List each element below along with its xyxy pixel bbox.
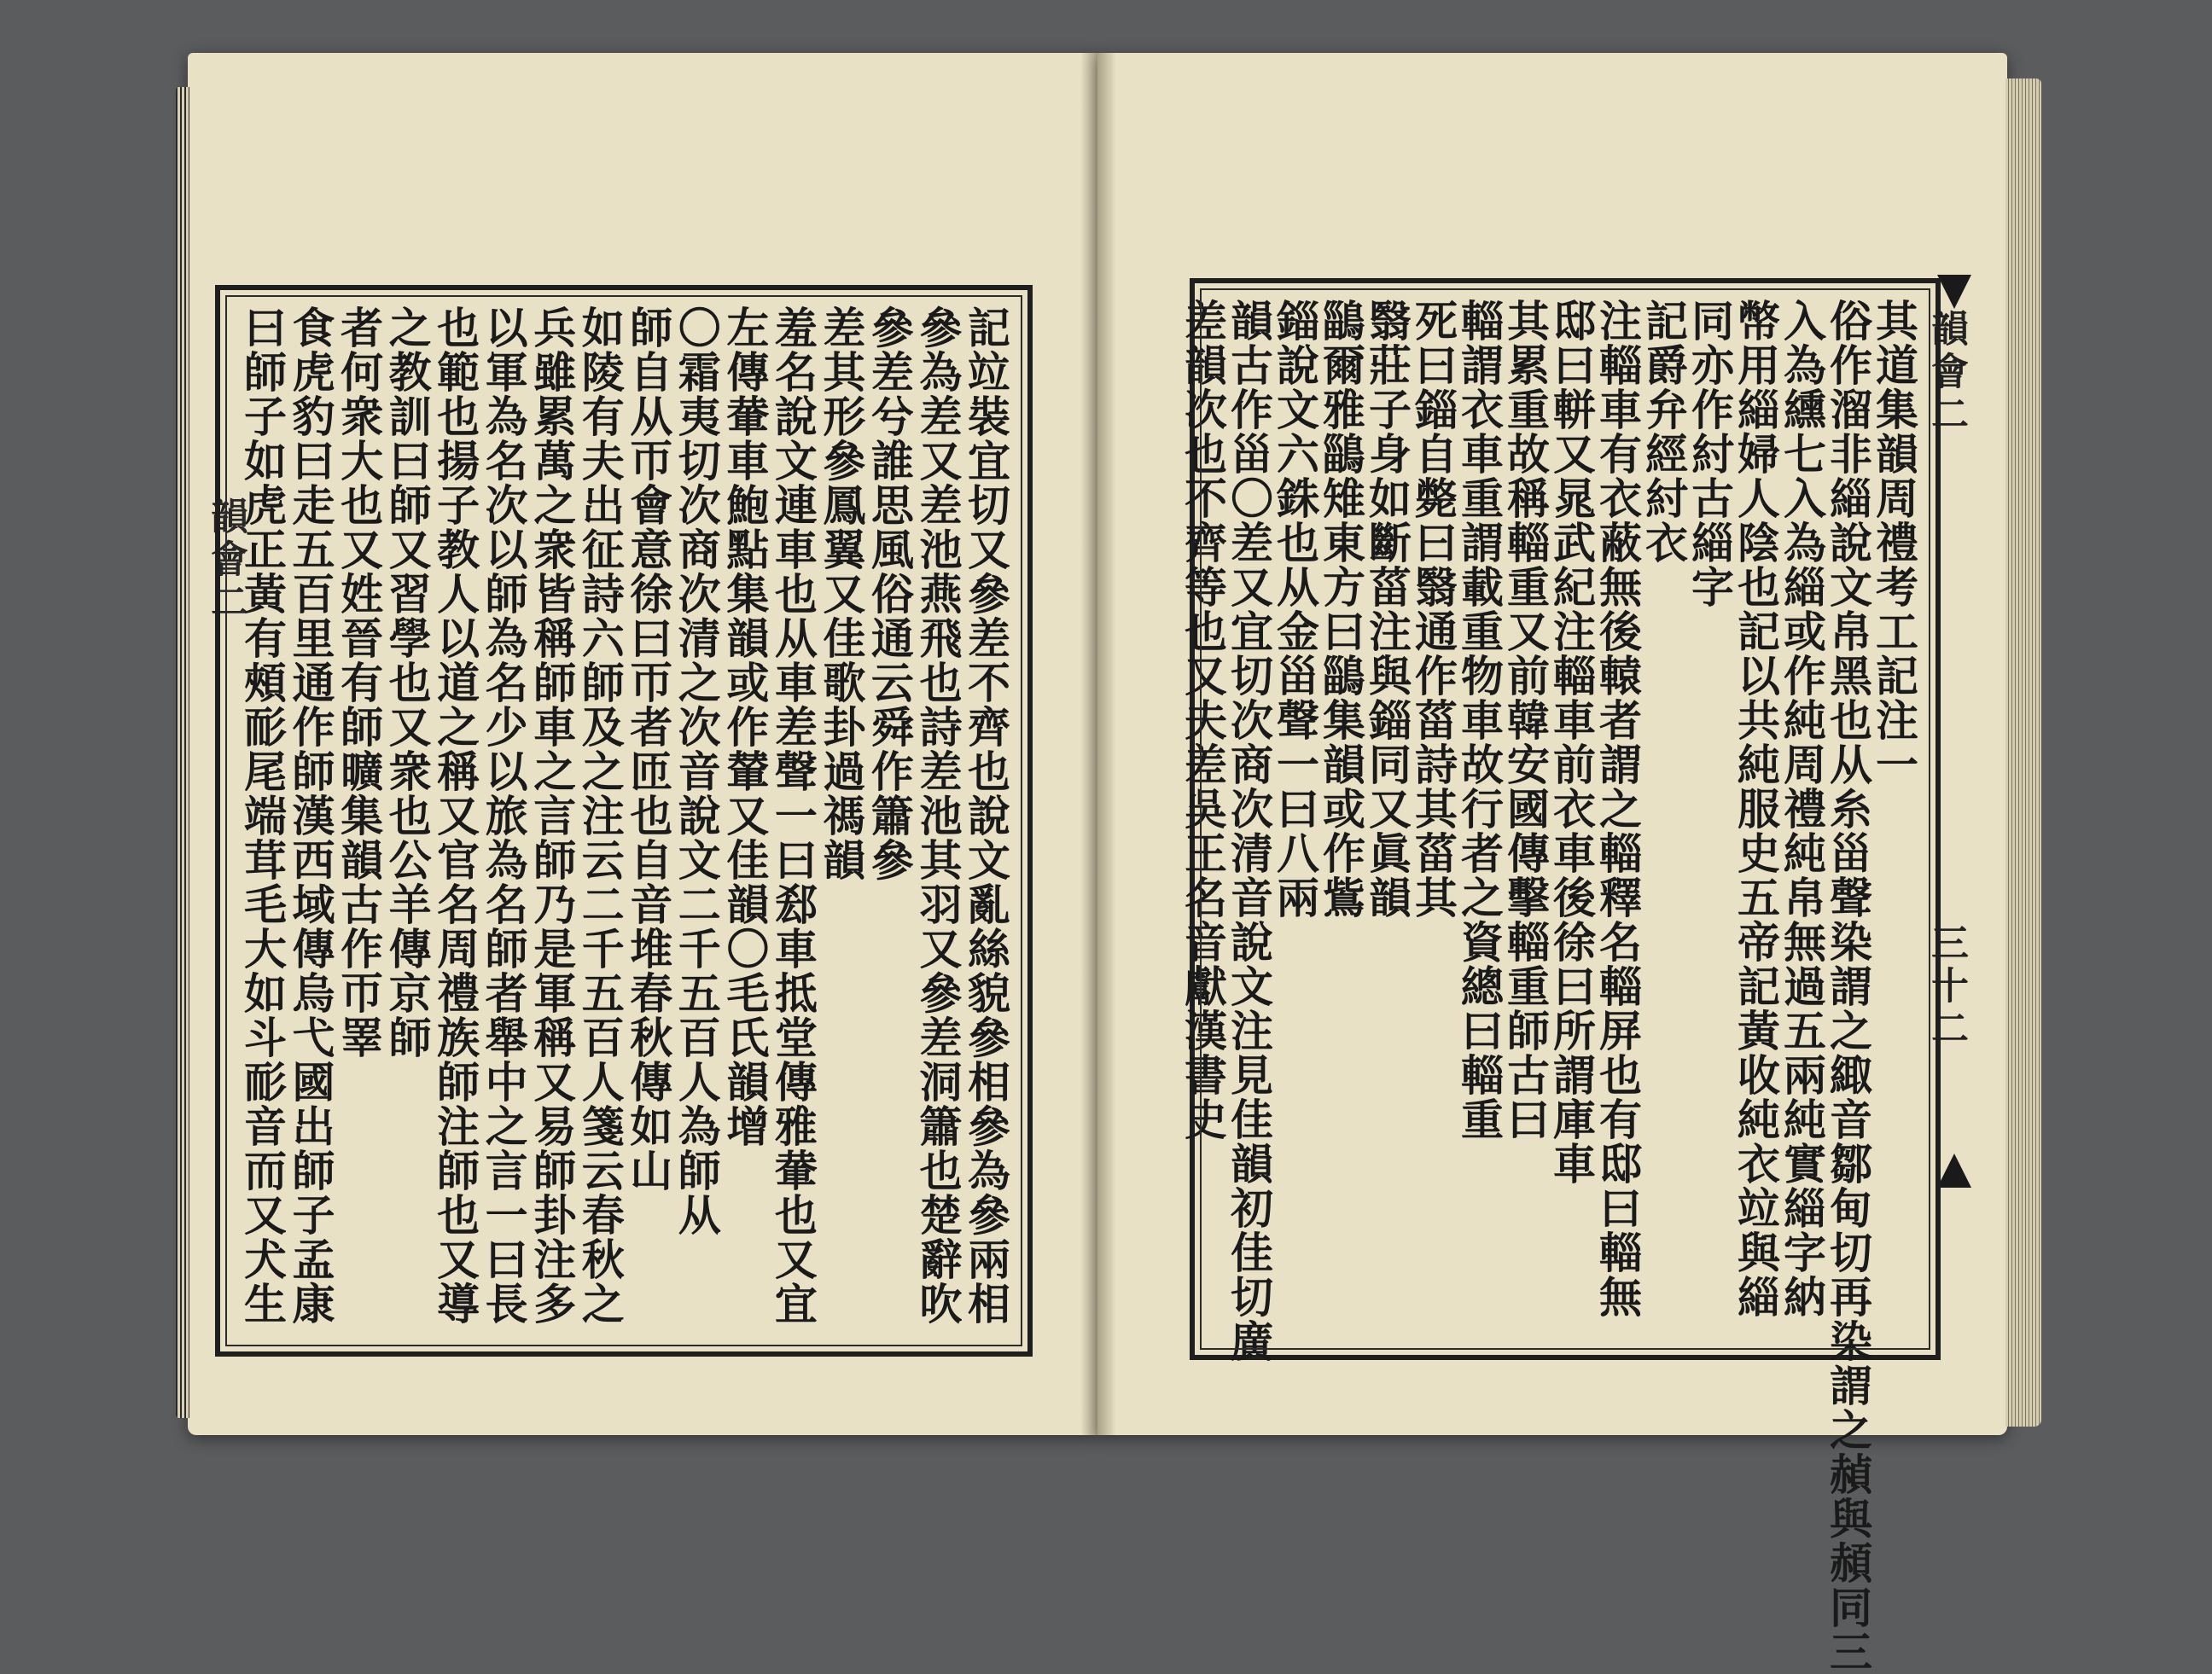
page-number: 三十二 — [1924, 923, 1968, 1051]
text-column: 俗作溜非緇說文帛黑也从糸甾聲染謂之緅音鄒甸切再染謂之赬與頳同三 — [1823, 299, 1873, 1674]
text-column: 參為差又差池燕飛也詩差池其羽又參差洞簫也楚辭吹 — [912, 305, 963, 1326]
right-page — [1097, 53, 2007, 1674]
text-column: 記爵弁經紂衣 — [1639, 299, 1689, 565]
text-column: 死曰錙自斃曰翳通作菑詩其菑其 — [1408, 299, 1458, 920]
text-column: 同亦作紂古緇字 — [1685, 299, 1735, 609]
text-column: 其累重故稱輜重又前韓安國傳擊輜重師古曰 — [1500, 299, 1551, 1142]
text-column: 者何衆大也又姓晉有師曠集韻古作帀睪 — [334, 305, 385, 1060]
fishtail-mark — [1937, 1154, 1971, 1188]
text-column: 左傳輂車鮑點集韻或作輦又佳韻〇毛氏韻增 — [719, 305, 771, 1148]
text-column: 如陵有夫出征詩六師及之注云二千五百人箋云春秋之 — [574, 305, 626, 1326]
left-text-block — [215, 285, 1033, 1357]
left-page — [188, 53, 1097, 1435]
text-column: 兵雖累萬之衆皆稱師車之言師乃是軍稱又易師卦注多 — [527, 305, 578, 1326]
text-column: 之教訓曰師又習學也又衆也公羊傳京師 — [381, 305, 433, 1060]
left-margin-label: 韻會二 — [204, 497, 247, 625]
text-column: 差韻次也不齊等也又夫差吳王名音獻漢書史 — [1178, 299, 1228, 1142]
text-column: 錙說文六銖也从金甾聲一曰八兩 — [1270, 299, 1320, 920]
text-column: 其道集韻周禮考工記注一 — [1869, 299, 1919, 787]
text-column: 鶅爾雅鶅雉東方曰鶅集韻或作鴜 — [1316, 299, 1366, 920]
right-text-block — [1178, 278, 1941, 1674]
fishtail-mark — [1937, 275, 1971, 309]
text-column: 參差兮誰思風俗通云舜作簫參 — [864, 305, 915, 882]
text-column: 輜謂衣車重謂載重物車故行者之資總曰輜重 — [1454, 299, 1505, 1142]
text-column: 以軍為名次以師為名少以旅為名師者舉中之言一曰長 — [478, 305, 529, 1326]
text-column: 也範也揚子教人以道之稱又官名周禮族師注師也又導 — [430, 305, 481, 1326]
text-column: 曰師子如虎正黃有頰耏尾端茸毛大如斗耏音而又犬生 — [237, 305, 288, 1326]
text-column: 幣用緇婦人陰也記以共純服史五帝記黃收純衣竝與緇 — [1731, 299, 1781, 1319]
right-margin-label: 韻會二 — [1924, 309, 1968, 437]
text-column: 韻古作甾〇差又宜切次商次清音說文注見佳韻初佳切廣 — [1224, 299, 1274, 1363]
text-column: 差其形參鳳翼又佳歌卦過禡韻 — [816, 305, 867, 882]
text-column: 注輜車有衣蔽無後轅者謂之輜釋名輜屏也有邸曰輜無 — [1592, 299, 1643, 1319]
text-column: 入為纁七入為緇或作純周禮純帛無過五兩純實緇字納 — [1777, 299, 1827, 1319]
book-gutter — [1080, 53, 1116, 1435]
left-columns — [239, 305, 1009, 1336]
text-column: 記竝裝宜切又參差不齊也說文亂絲貌參相參為參兩相 — [960, 305, 1011, 1326]
text-column: 師自从帀會意徐曰帀者匝也自音堆春秋傳如山 — [623, 305, 674, 1193]
text-column: 〇霜夷切次商次清之次音說文二千五百人為師从 — [671, 305, 722, 1237]
text-column: 邸曰軿又晁武紀注輜車前衣車後徐曰所謂庫車 — [1546, 299, 1597, 1186]
open-book — [188, 53, 2031, 1674]
right-columns — [1178, 299, 1919, 1674]
text-column: 翳莊子身如斷菑注與錙同又眞韻 — [1362, 299, 1412, 920]
text-column: 羞名說文連車也从車差聲一曰郄車抵堂傳雅輂也又宜 — [767, 305, 818, 1326]
text-column: 食虎豹曰走五百里通作師漢西域傳烏弋國出師子孟康 — [285, 305, 336, 1326]
